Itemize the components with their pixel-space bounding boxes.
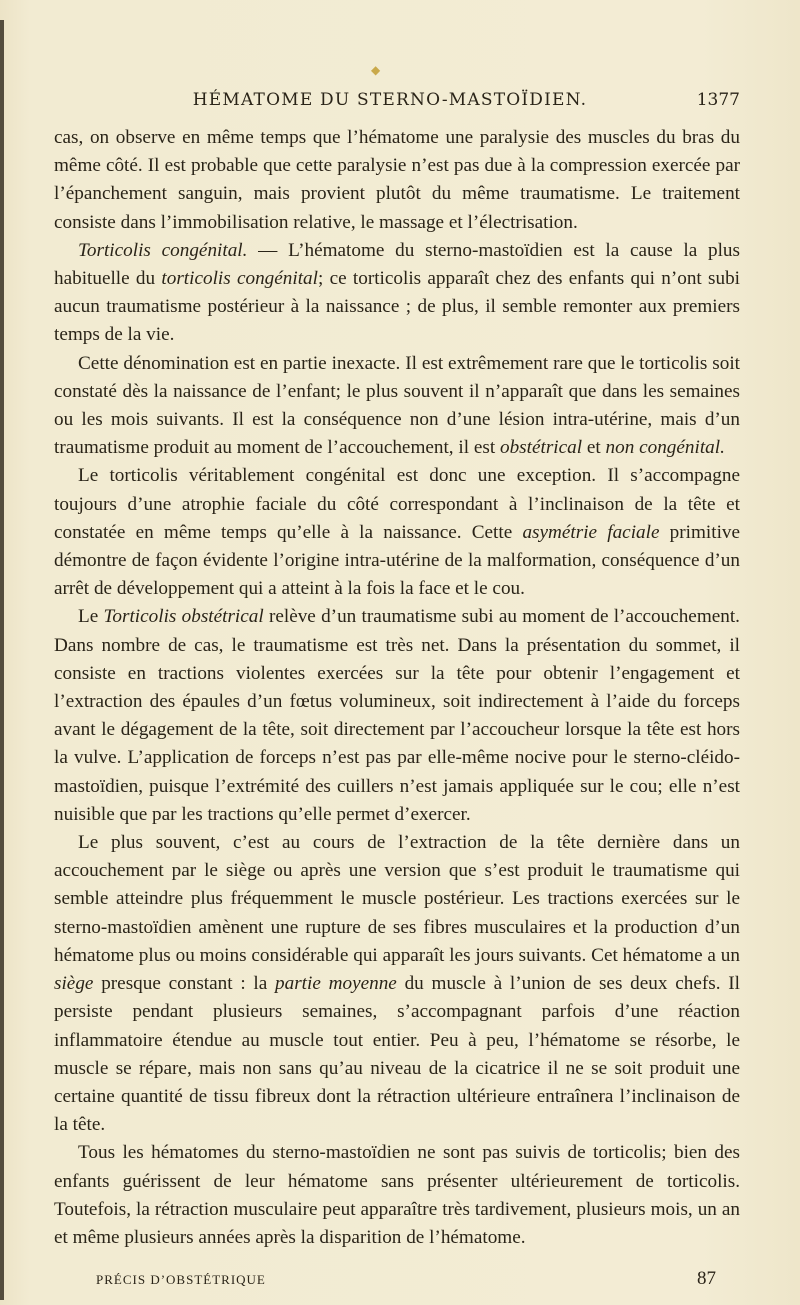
- paragraph: [54, 603, 740, 829]
- text-segment: Cette dénomination est en partie inexacte. Il est extrêmement rare que le torticolis soit constaté dès la naissance de l’enfant; le plus souvent il n’apparaît que dans les semaines ou les mois suivants. Il est la conséquence non d’une lésion intra-utérine, mais d’un traumatisme produit au moment de l’accouchement, il est: [54, 352, 740, 459]
- italic-text-segment: obstétrical: [499, 437, 583, 459]
- paragraph: [54, 350, 740, 463]
- italic-text-segment: siège: [54, 973, 94, 995]
- italic-text-segment: Torticolis congénital.: [78, 239, 248, 261]
- text-segment: cas, on observe en même temps que l’hématome une paralysie des muscles du bras du même côté. Il est probable que cette paralysie n’est pas due à la compression exercée par l’épanchement sanguin, mais provient plutôt du même traumatisme. Le traitement consiste dans l’immobilisation relative, le massage et l’électrisation.: [54, 127, 740, 233]
- text-segment: presque constant : la: [93, 973, 276, 995]
- page-footer: [96, 1268, 716, 1296]
- running-header-title: HÉMATOME DU STERNO-MASTOÏDIEN.: [192, 90, 588, 110]
- text-segment: Le: [78, 606, 104, 628]
- page-number: 1377: [696, 90, 740, 110]
- paragraph: [54, 1139, 740, 1252]
- text-segment: Le torticolis véritablement congénital est donc une exception. Il s’accompagne toujours d’une atrophie faciale du côté correspondant à l’inclinaison de la tête et constatée en même temps qu’elle à la naissance. Cette: [54, 465, 740, 543]
- text-segment: relève d’un traumatisme subi au moment de l’accouchement. Dans nombre de cas, le traumatisme est très net. Dans la présentation du sommet, il consiste en tractions violentes exercées sur la tête pour obtenir l’engagement et l’extraction des épaules d’un fœtus volumineux, soit indirectement à l’aide du forceps avant le dégagement de la tête, soit directement par l’accoucheur lorsque la tête est hors la vulve. L’application de forceps n’est pas par elle-même nocive pour le sterno-cléido-mastoïdien, puisque l’extrémité des cuillers n’est jamais appliquée sur le cou; elle n’est nuisible que par les tractions qu’elle permet d’exercer.: [54, 606, 740, 825]
- text-segment: et: [582, 437, 606, 459]
- running-header: [40, 82, 740, 112]
- text-segment: Tous les hématomes du sterno-mastoïdien ne sont pas suivis de torticolis; bien des enfants guérissent de leur hématome sans présenter ultérieurement de torticolis. Toutefois, la rétraction musculaire peut apparaître très tardivement, plusieurs mois, un an et même plusieurs années après la disparition de l’hématome.: [54, 1142, 740, 1248]
- italic-text-segment: non congénital.: [605, 437, 725, 459]
- text-segment: — L’hématome du sterno-mastoïdien est la cause la plus habituelle du: [54, 239, 740, 290]
- text-segment: ; ce torticolis apparaît chez des enfants qui n’ont subi aucun traumatisme postérieur à la naissance ; de plus, il semble remonter aux premiers temps de la vie.: [54, 268, 741, 346]
- paragraph: [54, 829, 740, 1139]
- italic-text-segment: Torticolis obstétrical: [103, 606, 264, 628]
- footer-signature-number: 87: [697, 1268, 716, 1289]
- italic-text-segment: torticolis congénital: [161, 268, 318, 290]
- decorative-mark-icon: ◆: [371, 63, 381, 77]
- paragraph: [54, 124, 740, 237]
- paragraph: [54, 462, 740, 603]
- page-binding-edge: [0, 20, 4, 1300]
- paragraph: [54, 237, 740, 350]
- text-segment: primitive démontre de façon évidente l’origine intra-utérine de la malformation, conséquence d’un arrêt de développement qui a atteint à la fois la face et le cou.: [54, 521, 741, 600]
- footer-book-title: PRÉCIS D’OBSTÉTRIQUE: [96, 1272, 266, 1287]
- body-text: [54, 124, 740, 1252]
- italic-text-segment: asymétrie faciale: [522, 521, 660, 543]
- italic-text-segment: partie moyenne: [275, 973, 397, 995]
- text-segment: Le plus souvent, c’est au cours de l’extraction de la tête dernière dans un accouchement par le siège ou après une version que s’est produit le traumatisme qui semble atteindre plus fréquemment le muscle postérieur. Les tractions exercées sur le sterno-mastoïdien amènent une rupture de ses fibres musculaires et la production d’un hématome plus ou moins considérable qui apparaît les jours suivants. Cet hématome a un: [54, 832, 740, 966]
- text-segment: du muscle à l’union de ses deux chefs. Il persiste pendant plusieurs semaines, s’accompagnant parfois d’une réaction inflammatoire étendue au muscle tout entier. Peu à peu, l’hématome se résorbe, le muscle se répare, mais non sans qu’au niveau de la cicatrice il ne se soit produit une certaine quantité de tissu fibreux dont la rétraction ultérieure entraînera l’inclinaison de la tête.: [54, 973, 740, 1136]
